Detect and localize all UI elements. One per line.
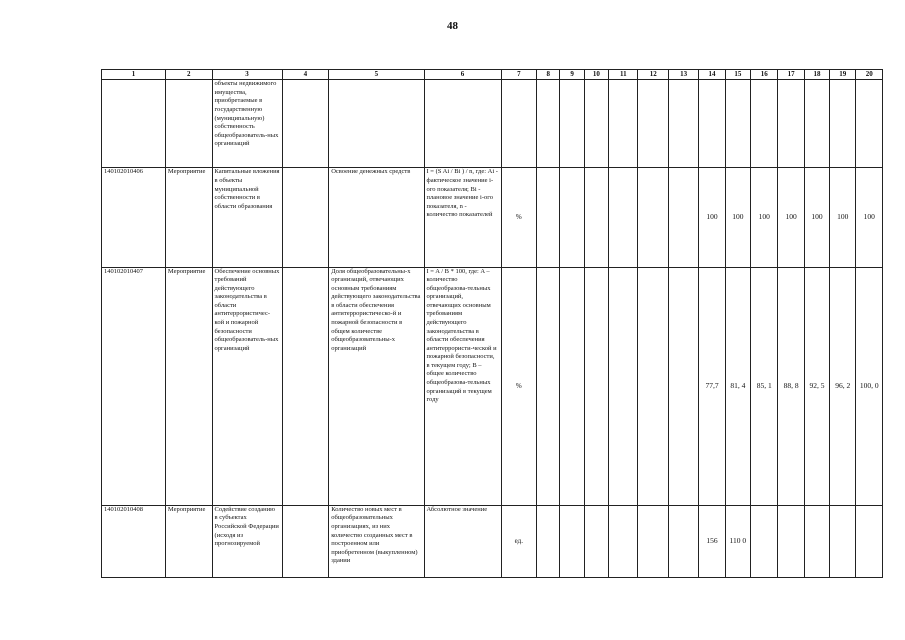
value-cell: 100: [830, 168, 856, 267]
empty-cell: [560, 168, 584, 267]
indicator-cell: Количество новых мест в общеобразовательных организациях, из них количество созданных мест в построенном или приобретенном (выкупленном) здании: [329, 505, 424, 577]
value-cell: 85, 1: [751, 267, 778, 505]
column-header: 16: [751, 70, 778, 80]
empty-cell: [668, 80, 698, 168]
value-cell: [751, 80, 778, 168]
empty-cell: [609, 80, 638, 168]
code-cell: 140102010408: [102, 505, 166, 577]
value-cell: [804, 80, 829, 168]
table-row: [102, 80, 883, 168]
table-row: [102, 505, 883, 577]
empty-cell: [668, 267, 698, 505]
empty-cell: [282, 267, 329, 505]
empty-cell: [638, 80, 668, 168]
indicator-cell: Освоение денежных средств: [329, 168, 424, 267]
value-cell: 100: [856, 168, 883, 267]
column-header: 14: [699, 70, 725, 80]
empty-cell: [537, 267, 560, 505]
indicator-cell: [329, 80, 424, 168]
type-cell: Мероприятие: [165, 505, 212, 577]
name-cell: Капитальные вложения в объекты муниципальной собственности в области образования: [212, 168, 282, 267]
value-cell: 92, 5: [804, 267, 829, 505]
column-header: 4: [282, 70, 329, 80]
value-cell: [725, 80, 750, 168]
value-cell: 96, 2: [830, 267, 856, 505]
empty-cell: [584, 505, 608, 577]
empty-cell: [609, 505, 638, 577]
type-cell: Мероприятие: [165, 168, 212, 267]
formula-cell: I = A / B * 100, где: A – количество общеобразова-тельных организаций, отвечающих основным требованиям действующего законодательства в области обеспечения антитеррористи-ческой и пожарной безопасности, в текущем году; B – общее количество общеобразова-тельных организаций в текущем году: [424, 267, 501, 505]
table-row: [102, 168, 883, 267]
value-cell: 100: [804, 168, 829, 267]
code-cell: 140102010407: [102, 267, 166, 505]
empty-cell: [282, 80, 329, 168]
value-cell: 77,7: [699, 267, 725, 505]
unit-cell: %: [501, 267, 537, 505]
empty-cell: [668, 505, 698, 577]
column-header: 17: [778, 70, 804, 80]
empty-cell: [584, 80, 608, 168]
column-header: 13: [668, 70, 698, 80]
value-cell: 156: [699, 505, 725, 577]
column-header: 8: [537, 70, 560, 80]
empty-cell: [537, 168, 560, 267]
indicator-cell: Доля общеобразовательны-х организаций, отвечающих основным требованиям действующего законодательства в области обеспечения антитеррористическо-й и пожарной безопасности в общем количестве общеобразовательны-х организаций: [329, 267, 424, 505]
column-header: 6: [424, 70, 501, 80]
column-header: 12: [638, 70, 668, 80]
value-cell: [830, 505, 856, 577]
value-cell: [804, 505, 829, 577]
value-cell: [856, 80, 883, 168]
empty-cell: [609, 267, 638, 505]
value-cell: 81, 4: [725, 267, 750, 505]
column-header: 11: [609, 70, 638, 80]
type-cell: Мероприятие: [165, 267, 212, 505]
code-cell: [102, 80, 166, 168]
value-cell: 100: [699, 168, 725, 267]
name-cell: Обеспечение основных требований действующего законодательства в области антитеррористичес-кой и пожарной безопасности общеобразователь-ных организаций: [212, 267, 282, 505]
unit-cell: [501, 80, 537, 168]
unit-cell: ед.: [501, 505, 537, 577]
empty-cell: [638, 168, 668, 267]
empty-cell: [560, 267, 584, 505]
column-header: 20: [856, 70, 883, 80]
formula-cell: [424, 80, 501, 168]
column-header: 10: [584, 70, 608, 80]
value-cell: 110 0: [725, 505, 750, 577]
empty-cell: [584, 168, 608, 267]
value-cell: 100: [725, 168, 750, 267]
empty-cell: [584, 267, 608, 505]
page-number: 48: [447, 20, 458, 32]
column-header: 5: [329, 70, 424, 80]
value-cell: 100, 0: [856, 267, 883, 505]
value-cell: 100: [778, 168, 804, 267]
column-header: 9: [560, 70, 584, 80]
empty-cell: [282, 505, 329, 577]
column-header: 18: [804, 70, 829, 80]
value-cell: [699, 80, 725, 168]
empty-cell: [638, 505, 668, 577]
unit-cell: %: [501, 168, 537, 267]
value-cell: [778, 80, 804, 168]
name-cell: Содействие созданию в субъектах Российской Федерации (исходя из прогнозируемой: [212, 505, 282, 577]
indicators-table: [101, 69, 883, 578]
column-header: 15: [725, 70, 750, 80]
value-cell: [778, 505, 804, 577]
column-header: 7: [501, 70, 537, 80]
empty-cell: [560, 80, 584, 168]
empty-cell: [282, 168, 329, 267]
value-cell: 88, 8: [778, 267, 804, 505]
empty-cell: [638, 267, 668, 505]
column-header: 3: [212, 70, 282, 80]
formula-cell: Абсолютное значение: [424, 505, 501, 577]
empty-cell: [668, 168, 698, 267]
empty-cell: [537, 80, 560, 168]
name-cell: объекты недвижимого имущества, приобретаемые в государственную (муниципальную) собственность общеобразователь-ных организаций: [212, 80, 282, 168]
empty-cell: [560, 505, 584, 577]
column-header: 19: [830, 70, 856, 80]
column-header: 1: [102, 70, 166, 80]
value-cell: [751, 505, 778, 577]
value-cell: [830, 80, 856, 168]
value-cell: 100: [751, 168, 778, 267]
header-row: [102, 70, 883, 80]
empty-cell: [609, 168, 638, 267]
table-row: [102, 267, 883, 505]
type-cell: [165, 80, 212, 168]
formula-cell: I = (S Ai / Bi ) / n, где: Ai - фактическое значение i-ого показателя; Bi - плановое значение i-ого показателя, n - количество показателей: [424, 168, 501, 267]
code-cell: 140102010406: [102, 168, 166, 267]
value-cell: [856, 505, 883, 577]
empty-cell: [537, 505, 560, 577]
column-header: 2: [165, 70, 212, 80]
